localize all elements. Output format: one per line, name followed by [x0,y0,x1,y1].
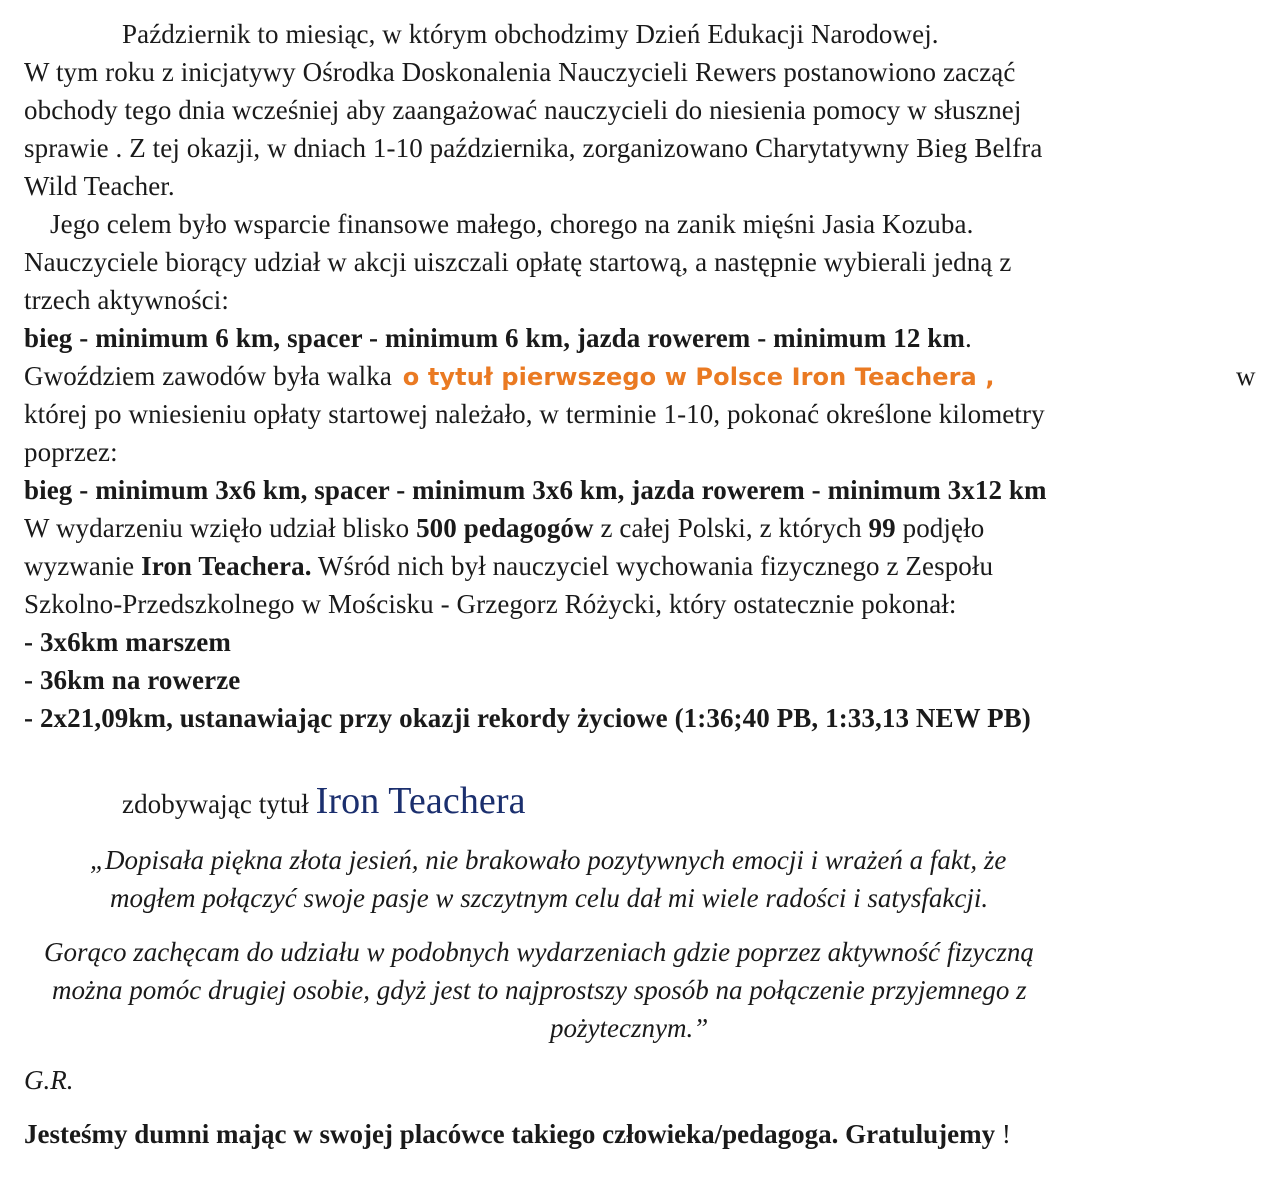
p4-line2-part2: Wśród nich był nauczyciel wychowania fizycznego z Zespołu [317,551,994,581]
p2-activities-period: . [965,323,972,353]
p4-part2: z całej Polski, z których [600,513,862,543]
p3-highlight: o tytuł pierwszego w Polsce Iron Teachera , [402,363,995,391]
p3-activities: bieg - minimum 3x6 km, spacer - minimum 3x6 km, jazda rowerem - minimum 3x12 km [24,475,1047,505]
p1-line-2: W tym roku z inicjatywy Ośrodka Doskonalenia Nauczycieli Rewers postanowiono zacząć [24,57,1016,87]
p4-count-teachers: 500 pedagogów [416,513,594,543]
closing-mark: ! [1001,1119,1011,1149]
title-lead: zdobywając tytuł [122,789,309,819]
p4-line-2 [24,549,993,583]
p4-count-iron: 99 [868,513,896,543]
p1-line-5: Wild Teacher. [24,171,175,201]
quote-line-3: Gorąco zachęcam do udziału w podobnych wydarzeniach gdzie poprzez aktywność fizyczną [44,937,1034,967]
p3-line-2: której po wniesieniu opłaty startowej należało, w terminie 1-10, pokonać określone kilometry [24,399,1045,429]
p2-line-3: trzech aktywności: [24,285,229,315]
p4-part3: podjęło [902,513,985,543]
p1-line-4: sprawie . Z tej okazji, w dniach 1-10 października, zorganizowano Charytatywny Bieg Belfra [24,133,1043,163]
p3-lead: Gwoździem zawodów była walka [24,361,392,391]
p4-line-3: Szkolno-Przedszkolnego w Mościsku - Grzegorz Różycki, który ostatecznie pokonał: [24,589,957,619]
p4-line-1 [24,511,984,545]
p4-part1: W wydarzeniu wzięło udział blisko [24,513,410,543]
quote-line-1: „Dopisała piękna złota jesień, nie brakowało pozytywnych emocji i wrażeń a fakt, że [90,845,1007,875]
p2-line-2: Nauczyciele biorący udział w akcji uiszczali opłatę startową, a następnie wybierali jedną z [24,247,1012,277]
quote-line-5: pożytecznym.” [550,1013,709,1043]
p1-line-1: Październik to miesiąc, w którym obchodzimy Dzień Edukacji Narodowej. [122,19,939,49]
p1-line-3: obchody tego dnia wcześniej aby zaangażować nauczycieli do niesienia pomocy w słusznej [24,95,1022,125]
title-line [122,781,526,824]
quote-signature: G.R. [24,1065,74,1095]
quote-line-4: można pomóc drugiej osobie, gdyż jest to najprostszy sposób na połączenie przyjemnego z [52,975,1027,1005]
p4-line2-part1: wyzwanie [24,551,135,581]
achievement-1: - 3x6km marszem [24,627,231,657]
p2-line-1: Jego celem było wsparcie finansowe małego, chorego na zanik mięśni Jasia Kozuba. [50,209,974,239]
p3-line-3: poprzez: [24,437,118,467]
closing-text: Jesteśmy dumni mając w swojej placówce takiego człowieka/pedagoga. Gratulujemy [24,1119,996,1149]
p3-line-1-w: w [1236,361,1256,391]
p2-activities [24,321,972,355]
achievement-2: - 36km na rowerze [24,665,241,695]
p4-line2-bold: Iron Teachera. [141,551,312,581]
iron-teacher-title: Iron Teachera [315,780,526,822]
achievement-3: - 2x21,09km, ustanawiając przy okazji rekordy życiowe (1:36;40 PB, 1:33,13 NEW PB) [24,703,1031,733]
p2-activities-text: bieg - minimum 6 km, spacer - minimum 6 km, jazda rowerem - minimum 12 km [24,323,966,353]
quote-line-2: mogłem połączyć swoje pasje w szczytnym celu dał mi wiele radości i satysfakcji. [110,883,989,913]
closing-line [24,1117,1011,1151]
p3-line-1 [24,359,995,394]
